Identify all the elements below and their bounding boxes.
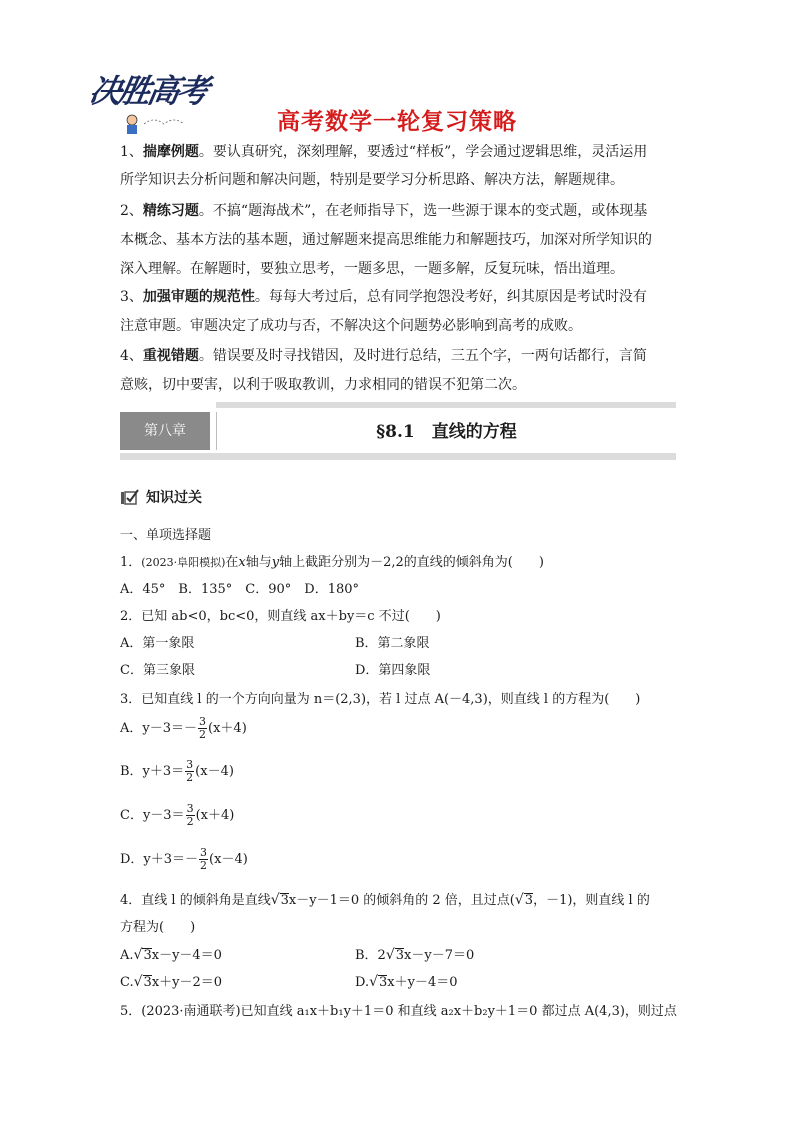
strategy-line: 3、加强审题的规范性。每每大考过后，总有同学抱怨没考好，纠其原因是考试时没有	[120, 289, 647, 305]
strategy-line: 深入理解。在解题时，要独立思考，一题多思，一题多解，反复玩味，悟出道理。	[120, 261, 624, 277]
chapter-label: 第八章	[120, 412, 210, 450]
question-3-option-d: D．y＋3＝－ $\frac{3}{2}$ (x－4)	[120, 846, 248, 872]
logo-text: 决胜高考	[86, 72, 210, 110]
strategy-line: 注意审题。审题决定了成功与否，不解决这个问题势必影响到高考的成败。	[120, 318, 582, 334]
section-heading	[120, 487, 202, 507]
question-2-option-c: C．第三象限	[120, 663, 195, 678]
checkbox-check-icon	[120, 489, 140, 505]
section-heading-text: 知识过关	[146, 490, 202, 506]
strategy-line: 4、重视错题。错误要及时寻找错因，及时进行总结，三五个字，一两句话都行，言简	[120, 348, 647, 364]
page-title: 高考数学一轮复习策略	[277, 109, 517, 135]
question-4-option-d: D.√3x＋y－4＝0	[355, 974, 458, 990]
question-2-option-d: D．第四象限	[355, 663, 431, 678]
strategy-line: 意赅，切中要害，以利于吸取教训，力求相同的错误不犯第二次。	[120, 377, 526, 393]
question-2-option-a: A．第一象限	[120, 636, 195, 651]
question-3-option-a: A．y－3＝－ $\frac{3}{2}$ (x＋4)	[120, 715, 247, 741]
chapter-banner	[120, 402, 676, 460]
strategy-line: 2、精练习题。不搞“题海战术”，在老师指导下，选一些源于课本的变式题，或体现基	[120, 203, 648, 219]
banner-bottom-rule	[120, 453, 676, 460]
question-4-option-c: C.√3x＋y－2＝0	[120, 974, 223, 990]
question-1-options: A．45° B．135° C．90° D．180°	[120, 582, 360, 597]
subsection-heading: 一、单项选择题	[120, 528, 212, 543]
question-3-option-c: C．y－3＝ $\frac{3}{2}$ (x＋4)	[120, 802, 235, 828]
question-4-option-b: B．2√3x－y－7＝0	[355, 947, 475, 963]
question-3-option-b: B．y＋3＝ $\frac{3}{2}$ (x－4)	[120, 758, 234, 784]
question-3-stem: 3．已知直线 l 的一个方向向量为 n＝(2,3)，若 l 过点 A(－4,3)，则直线 l 的方程为( )	[120, 692, 641, 707]
section-title: §8.1 直线的方程	[376, 422, 517, 442]
banner-top-rule	[216, 402, 676, 408]
question-4-stem-line2: 方程为( )	[120, 920, 196, 935]
question-4-stem: 4．直线 l 的倾斜角是直线√3x－y－1＝0 的倾斜角的 2 倍，且过点(√3，－1)，则直线 l 的	[120, 892, 650, 908]
question-2-stem: 2．已知 ab<0，bc<0，则直线 ax＋by＝c 不过( )	[120, 609, 441, 624]
strategy-line: 1、揣摩例题。要认真研究，深刻理解，要透过“样板”，学会通过逻辑思维，灵活运用	[120, 144, 648, 160]
question-4-option-a: A.√3x－y－4＝0	[120, 947, 222, 963]
banner-title-box	[216, 412, 676, 450]
strategy-line: 本概念、基本方法的基本题，通过解题来提高思维能力和解题技巧，加深对所学知识的	[120, 232, 652, 248]
question-1-stem: 1．(2023·阜阳模拟)在x轴与y轴上截距分别为－2,2的直线的倾斜角为( )	[120, 555, 544, 570]
question-5-stem: 5．(2023·南通联考)已知直线 a₁x＋b₁y＋1＝0 和直线 a₂x＋b₂y＋1＝0 都过点 A(4,3)，则过点	[120, 1004, 677, 1019]
strategy-line: 所学知识去分析问题和解决问题，特别是要学习分析思路、解决方法，解题规律。	[120, 172, 624, 188]
question-2-option-b: B．第二象限	[355, 636, 430, 651]
